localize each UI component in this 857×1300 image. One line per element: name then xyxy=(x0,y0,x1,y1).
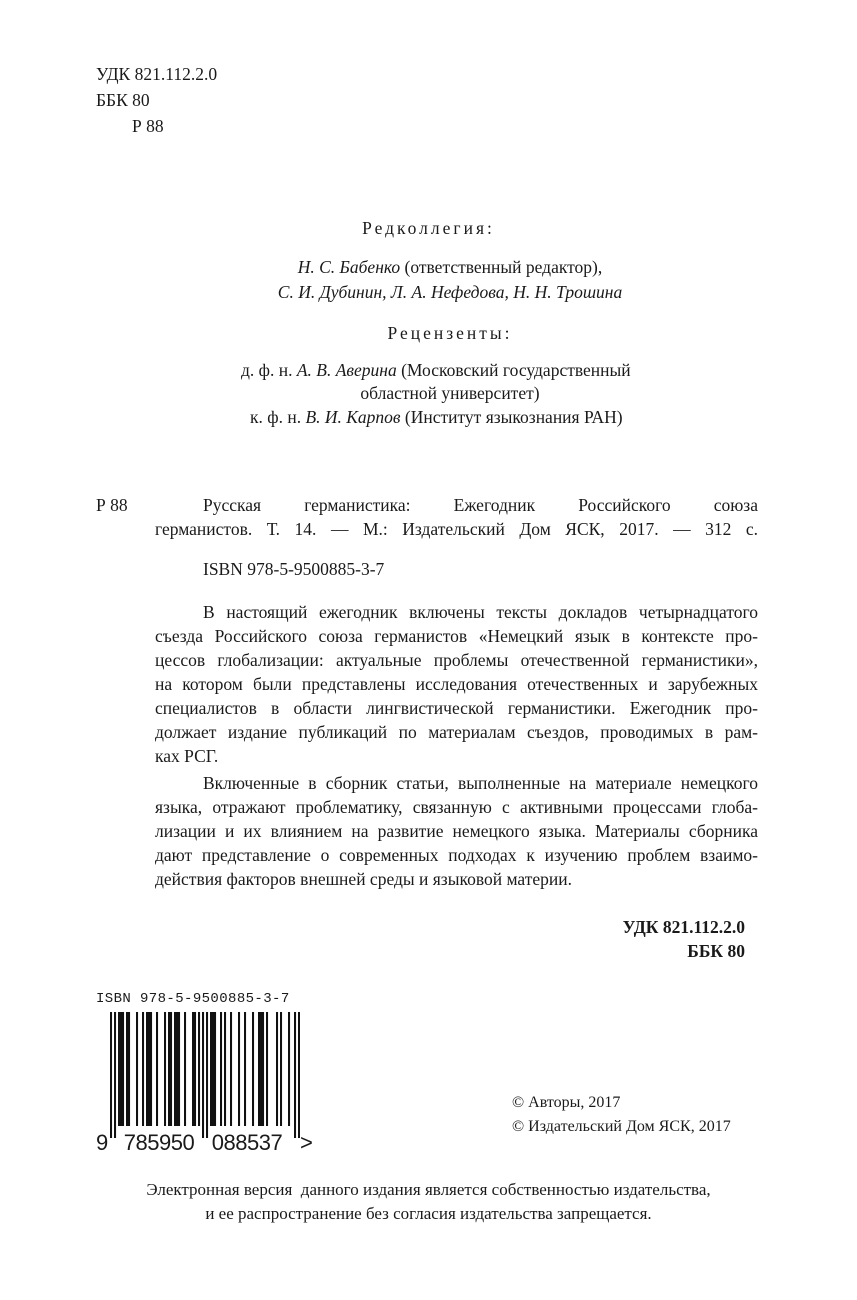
reviewer-2-org: (Институт языкознания РАН) xyxy=(400,407,623,427)
barcode-bar xyxy=(136,1012,138,1126)
barcode-bar xyxy=(214,1012,216,1126)
barcode-digits-left: 785950 xyxy=(123,1130,195,1155)
barcode-isbn-text: ISBN 978-5-9500885-3-7 xyxy=(96,991,290,1007)
barcode-bar xyxy=(128,1012,130,1126)
editorial-heading: Редколлегия: xyxy=(362,218,495,238)
barcode-bar xyxy=(118,1012,120,1126)
barcode-bar xyxy=(174,1012,176,1126)
copyright-publisher: © Издательский Дом ЯСК, 2017 xyxy=(512,1118,731,1135)
bbk-code-top: ББК 80 xyxy=(96,90,150,110)
barcode-bar xyxy=(142,1012,144,1126)
barcode-bar xyxy=(164,1012,166,1126)
bib-author-mark: Р 88 xyxy=(96,495,128,515)
bib-isbn: ISBN 978-5-9500885-3-7 xyxy=(203,559,385,579)
editorial-line-2: С. И. Дубинин, Л. А. Нефедова, Н. Н. Трошина xyxy=(277,282,623,302)
barcode-bar xyxy=(280,1012,282,1126)
barcode-bar xyxy=(266,1012,268,1126)
barcode-bar xyxy=(260,1012,262,1126)
barcode-bar xyxy=(184,1012,186,1126)
barcode-bar xyxy=(170,1012,172,1126)
barcode-bar xyxy=(178,1012,180,1126)
notice-line-1: Электронная версия данного издания является собственностью издательства, xyxy=(146,1180,711,1199)
barcode-bar xyxy=(192,1012,194,1126)
reviewer-2-degree: к. ф. н. xyxy=(250,407,306,427)
barcode-guard-bar xyxy=(114,1012,116,1138)
ean13-barcode xyxy=(110,1012,300,1138)
abstract-p1-line-4: на котором были представлены исследования отечественных и зарубежных xyxy=(155,674,758,694)
barcode-bar xyxy=(126,1012,128,1126)
barcode-bar xyxy=(276,1012,278,1126)
abstract-p1-line-1: В настоящий ежегодник включены тексты докладов четырнадцатого xyxy=(203,602,758,622)
barcode-bar xyxy=(194,1012,196,1126)
editor-in-chief-role: (ответственный редактор), xyxy=(400,257,603,277)
udk-code-bottom: УДК 821.112.2.0 xyxy=(622,917,745,937)
udk-code-top: УДК 821.112.2.0 xyxy=(96,64,218,84)
reviewers-heading: Рецензенты: xyxy=(387,323,513,343)
abstract-p1-line-3: цессов глобализации: актуальные проблемы отечественной германистики», xyxy=(155,650,758,670)
reviewer-1-line-1 xyxy=(241,358,631,382)
notice-line-2: и ее распространение без согласия издательства запрещается. xyxy=(205,1204,652,1223)
editor-in-chief-name: Н. С. Бабенко xyxy=(297,257,401,277)
reviewer-1-org-part-1: (Московский государственный xyxy=(396,360,631,380)
barcode-bar xyxy=(168,1012,170,1126)
barcode-bar xyxy=(244,1012,246,1126)
abstract-p2-line-2: языка, отражают проблематику, связанную с активными процессами глоба- xyxy=(155,797,758,817)
reviewer-1-org-part-2: областной университет) xyxy=(360,383,540,403)
barcode-bar xyxy=(210,1012,212,1126)
barcode-bar xyxy=(212,1012,214,1126)
abstract-p1-line-2: съезда Российского союза германистов «Немецкий язык в контексте про- xyxy=(155,626,758,646)
barcode-digits-right: 088537 xyxy=(211,1130,283,1155)
bbk-code-bottom: ББК 80 xyxy=(687,941,745,961)
barcode-bar xyxy=(198,1012,200,1126)
barcode-bar xyxy=(120,1012,122,1126)
barcode-bar xyxy=(146,1012,148,1126)
barcode-digit-first: 9 xyxy=(96,1130,109,1155)
abstract-p1-line-7: ках РСГ. xyxy=(155,746,219,766)
barcode-bar xyxy=(230,1012,232,1126)
abstract-p2-line-1: Включенные в сборник статьи, выполненные на материале немецкого xyxy=(203,773,758,793)
barcode-bar xyxy=(156,1012,158,1126)
barcode-bar xyxy=(220,1012,222,1126)
barcode-bar xyxy=(148,1012,150,1126)
barcode-bar xyxy=(288,1012,290,1126)
barcode-guard-bar xyxy=(206,1012,208,1138)
barcode-bar xyxy=(238,1012,240,1126)
reviewer-1-name: А. В. Аверина xyxy=(296,360,397,380)
abstract-p2-line-3: лизации и их влиянием на развитие немецкого языка. Материалы сборника xyxy=(155,821,758,841)
barcode-bar xyxy=(122,1012,124,1126)
barcode-bar xyxy=(224,1012,226,1126)
abstract-p1-line-5: специалистов в области лингвистической германистики. Ежегодник про- xyxy=(155,698,758,718)
bib-line-2: германистов. Т. 14. — М.: Издательский Дом ЯСК, 2017. — 312 с. xyxy=(155,519,758,539)
barcode-bar xyxy=(252,1012,254,1126)
copyright-authors: © Авторы, 2017 xyxy=(512,1094,621,1111)
abstract-p2-line-4: дают представление о современных подходах к изучению проблем взаимо- xyxy=(155,845,758,865)
editorial-line-1 xyxy=(0,255,857,279)
reviewer-2-name: В. И. Карпов xyxy=(305,407,401,427)
barcode-bar xyxy=(176,1012,178,1126)
abstract-p2-line-5: действия факторов внешней среды и языковой материи. xyxy=(155,869,573,889)
abstract-p1-line-6: должает издание публикаций по материалам съездов, проводимых в рам- xyxy=(155,722,758,742)
reviewer-2-line xyxy=(250,405,623,429)
barcode-bar xyxy=(258,1012,260,1126)
barcode-guard-bar xyxy=(298,1012,300,1138)
barcode-guard-bar xyxy=(294,1012,296,1138)
barcode-bar xyxy=(262,1012,264,1126)
barcode-bar xyxy=(150,1012,152,1126)
barcode-quiet-zone-arrow: > xyxy=(300,1130,313,1155)
bib-line-1: Русская германистика: Ежегодник Российского союза xyxy=(203,495,758,515)
reviewer-1-degree: д. ф. н. xyxy=(241,360,297,380)
barcode-guard-bar xyxy=(110,1012,112,1138)
author-mark-top: Р 88 xyxy=(132,116,164,136)
barcode-guard-bar xyxy=(202,1012,204,1138)
